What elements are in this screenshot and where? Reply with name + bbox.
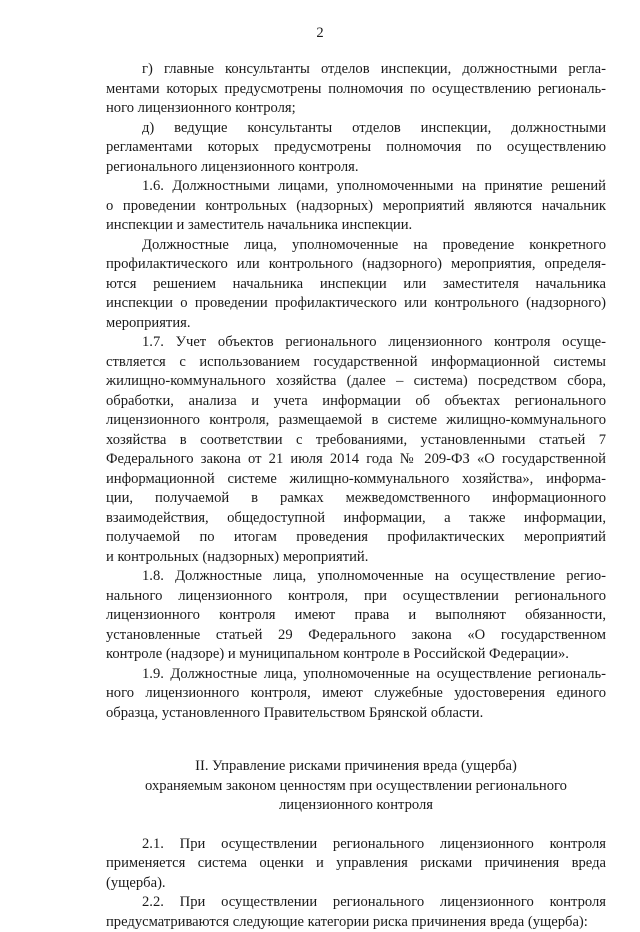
paragraph-line: хозяйства в соответствии с требованиями, установленными статьей 7 xyxy=(106,431,606,451)
paragraph xyxy=(106,567,606,665)
paragraphs-bottom xyxy=(106,835,606,932)
paragraph-line: 1.6. Должностными лицами, уполномоченными на принятие решений xyxy=(106,177,606,197)
paragraph-line: нального лицензионного контроля, при осуществлении регионального xyxy=(106,587,606,607)
paragraph-line: ствляется с использованием государственной информационной системы xyxy=(106,353,606,373)
paragraph-line: 1.8. Должностные лица, уполномоченные на осуществление регио- xyxy=(106,567,606,587)
document-body xyxy=(106,60,606,932)
paragraph-line: (ущерба). xyxy=(106,874,606,894)
paragraph-line: ного лицензионного контроля; xyxy=(106,99,606,119)
paragraph-line: регионального лицензионного контроля. xyxy=(106,158,606,178)
section-spacer xyxy=(106,816,606,835)
paragraph-line: 1.9. Должностные лица, уполномоченные на осуществление региональ- xyxy=(106,665,606,685)
paragraph-line: ции, получаемой в рамках межведомственного информационного xyxy=(106,489,606,509)
paragraph-line: д) ведущие консультанты отделов инспекции, должностными xyxy=(106,119,606,139)
paragraph-line: Должностные лица, уполномоченные на проведение конкретного xyxy=(106,236,606,256)
paragraph-line: информационной системе жилищно-коммунального хозяйства», информа- xyxy=(106,470,606,490)
paragraph-line: взаимодействия, общедоступной информации, а также информации, xyxy=(106,509,606,529)
paragraph-line: ментами которых предусмотрены полномочия по осуществлению региональ- xyxy=(106,80,606,100)
paragraph-line: установленные статьей 29 Федерального закона «О государственном xyxy=(106,626,606,646)
paragraph xyxy=(106,893,606,932)
paragraph-line: мероприятия. xyxy=(106,314,606,334)
section-heading-line: II. Управление рисками причинения вреда (ущерба) xyxy=(106,757,606,777)
section-heading xyxy=(106,757,606,816)
paragraph xyxy=(106,665,606,724)
paragraph-line: инспекции и заместитель начальника инспекции. xyxy=(106,216,606,236)
paragraph xyxy=(106,835,606,894)
paragraph-line: контроле (надзоре) и муниципальном контроле в Российской Федерации». xyxy=(106,645,606,665)
paragraph-line: ются решением начальника инспекции или заместителя начальника xyxy=(106,275,606,295)
section-heading-line: лицензионного контроля xyxy=(106,796,606,816)
paragraph-line: получаемой по итогам проведения профилактических мероприятий xyxy=(106,528,606,548)
paragraph-line: 1.7. Учет объектов регионального лицензионного контроля осуще- xyxy=(106,333,606,353)
paragraph-line: инспекции о проведении профилактического или контрольного (надзорного) xyxy=(106,294,606,314)
section-heading-line: охраняемым законом ценностям при осуществлении регионального xyxy=(106,777,606,797)
paragraph-line: образца, установленного Правительством Брянской области. xyxy=(106,704,606,724)
paragraph-line: лицензионного контроля, размещаемой в системе жилищно-коммунального xyxy=(106,411,606,431)
paragraph-line: применяется система оценки и управления рисками причинения вреда xyxy=(106,854,606,874)
page-number: 2 xyxy=(0,24,640,44)
paragraph xyxy=(106,236,606,334)
paragraph-line: лицензионного контроля имеют права и выполняют обязанности, xyxy=(106,606,606,626)
paragraph-line: и контрольных (надзорных) мероприятий. xyxy=(106,548,606,568)
paragraph-line: г) главные консультанты отделов инспекции, должностными регла- xyxy=(106,60,606,80)
paragraph-line: предусматриваются следующие категории риска причинения вреда (ущерба): xyxy=(106,913,606,932)
paragraph-line: о проведении контрольных (надзорных) мероприятий являются начальник xyxy=(106,197,606,217)
paragraph xyxy=(106,119,606,178)
paragraph-line: ного лицензионного контроля, имеют служебные удостоверения единого xyxy=(106,684,606,704)
paragraph-line: профилактического или контрольного (надзорного) мероприятия, определя- xyxy=(106,255,606,275)
paragraph xyxy=(106,60,606,119)
paragraph-line: регламентами которых предусмотрены полномочия по осуществлению xyxy=(106,138,606,158)
paragraph xyxy=(106,333,606,567)
paragraph-line: 2.1. При осуществлении регионального лицензионного контроля xyxy=(106,835,606,855)
paragraph-line: 2.2. При осуществлении регионального лицензионного контроля xyxy=(106,893,606,913)
section-spacer xyxy=(106,723,606,757)
paragraph-line: жилищно-коммунального хозяйства (далее – система) посредством сбора, xyxy=(106,372,606,392)
paragraph-line: обработки, анализа и учета информации об объектах регионального xyxy=(106,392,606,412)
paragraph xyxy=(106,177,606,236)
paragraphs-top xyxy=(106,60,606,723)
paragraph-line: Федерального закона от 21 июля 2014 года № 209-ФЗ «О государственной xyxy=(106,450,606,470)
